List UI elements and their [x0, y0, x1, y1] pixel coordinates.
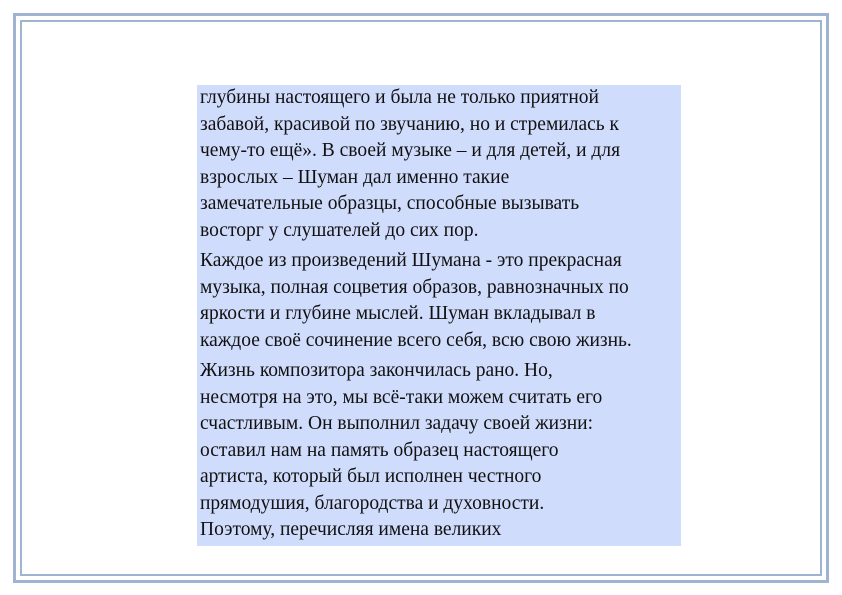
paragraph-3	[200, 358, 677, 544]
text-line: восторг у слушателей до сих пор.	[200, 219, 479, 241]
text-line: артиста, который был исполнен честного	[200, 466, 542, 487]
text-line: оставил нам на память образец настоящего	[200, 439, 559, 461]
text-line: каждое своё сочинение всего себя, всю свою жизнь.	[200, 329, 632, 351]
text-line: забавой, красивой по звучанию, но и стремилась к	[200, 113, 620, 135]
text-line: Каждое из произведений Шумана - это прекрасная	[200, 250, 622, 271]
text-line: взрослых – Шуман дал именно такие	[200, 166, 510, 188]
paragraph-2	[200, 248, 677, 354]
text-line: прямодушия, благородства и духовности.	[200, 492, 545, 514]
text-line: несмотря на это, мы всё-таки можем считать его	[200, 386, 603, 408]
text-block	[197, 85, 681, 546]
text-line: музыка, полная соцветия образов, равнозначных по	[200, 276, 629, 298]
text-line: глубины настоящего и была не только приятной	[200, 87, 599, 108]
text-line: замечательные образцы, способные вызывать	[200, 193, 580, 214]
paragraph-1	[200, 85, 677, 244]
text-line: Поэтому, перечисляя имена великих	[200, 519, 502, 540]
text-line: Жизнь композитора закончилась рано. Но,	[200, 360, 553, 381]
text-line: яркости и глубине мыслей. Шуман вкладывал в	[200, 303, 596, 324]
text-line: чему-то ещё». В своей музыке – и для детей, и для	[200, 140, 621, 161]
text-line: счастливым. Он выполнил задачу своей жизни:	[200, 413, 593, 434]
